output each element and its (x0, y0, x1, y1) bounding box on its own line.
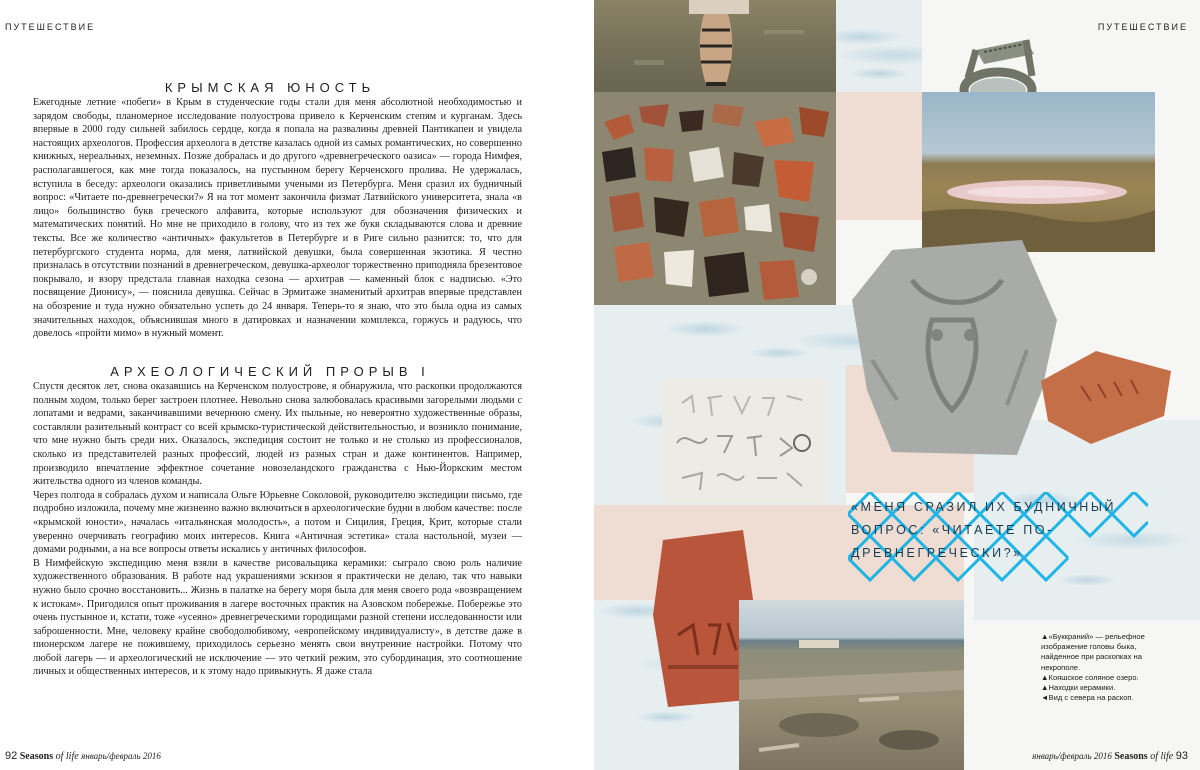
page-number: 93 (1175, 750, 1188, 762)
left-page (0, 0, 594, 770)
paragraph: Через полгода я собралась духом и написала Ольге Юрьевне Соколовой, руководителю экспедиции письмо, где подробно изложила, почему мне жизненно важно включиться в археологические будни в любом качестве: после «крымской юности», началась «итальянская молодость», а потом и Сицилия, Греция, Крит, которые стали уверенно очерчивать географию моих интересов. Книга «Античная эстетика» стала настольной, музеи — домами родными, а на все вопросы ответы искались у античных философов. (33, 489, 522, 556)
photo-sandals (594, 0, 836, 92)
photo-ceramic-fragments (594, 92, 836, 305)
caption-bucranium: ▲«Буккраний» — рельефное изображение головы быка, найденное при раскопках на некрополе. (1041, 632, 1145, 672)
issue-date: январь/февраль 2016 (1032, 751, 1112, 761)
page-number: 92 (5, 750, 18, 762)
photo-captions (1041, 632, 1156, 703)
photo-bucranium-relief (852, 240, 1064, 460)
caption-excavation: ◄Вид с севера на раскоп. (1041, 693, 1134, 703)
photo-inscribed-shard (1036, 346, 1176, 446)
article-section-2 (33, 380, 522, 679)
photo-salt-lake (922, 92, 1155, 252)
photo-inscription-drawing (662, 378, 828, 503)
background-tile (836, 92, 922, 220)
bucranium-illustration (852, 240, 1064, 460)
photo-excavation-site (739, 600, 964, 770)
pull-quote: «МЕНЯ СРАЗИЛ ИХ БУДНИЧНЫЙ ВОПРОС: «ЧИТАЕТЕ ПО-ДРЕВНЕГРЕЧЕСКИ?» (851, 500, 1117, 560)
marble-tile (836, 0, 922, 92)
fragments-illustration (594, 92, 836, 305)
caption-salt-lake: ▲Кояшское соляное озеро. (1041, 672, 1139, 682)
magazine-logo: Seasons of life (1114, 751, 1174, 762)
page-footer-left (5, 750, 161, 762)
section-tag: ПУТЕШЕСТВИЕ (5, 22, 96, 32)
paragraph: Ежегодные летние «побеги» в Крым в студенческие годы стали для меня абсолютной необходимостью и зарядом свободы, планомерное исследование полуострова привело к Керченским степям и курганам. Здесь впервые в 2000 году сильней забилось сердце, когда я попала на развалины древней Пантикапеи и увидела настоящих археологов. Профессия археолога в детстве казалась одной из самых романтических, но совершенно книжных, нереальных, неземных. Позже добралась и до другого «древнегреческого оазиса» — города Нимфея, располагавшегося, как мне тогда показалось, на пустынном берегу Керченского пролива. Не удержалась, вступила в беседу: археологи оказались приветливыми учеными из Петербурга. Меня сразил их будничный вопрос: «Читаете по-древнегречески?» Я на тот момент закончила физмат Латвийского университета, знала «в лицо» большинство букв греческого алфавита, которые используют для обозначения физических и математических понятий. Но мне не приходило в голову, что из тех же букв складываются слова и древние тексты. Все же количество «античных» факультетов в Петербурге и в Риге сильно разнится: то, что для петербургского студента норма, для меня, латвийской девушки, была совершенная экзотика. Я честно призналась в отсутствии познаний в древнегреческом, девушка-археолог торжественно приподняла брезентовое покрывало, и взору предстала главная находка сезона — архитрав — каменный блок с надписью. «Это посвящение Дионису», — пояснила девушка. Сейчас в Эрмитаже знаменитый архитрав впервые представлен на обозрение и туда нужно обязательно успеть до 24 января. Теперь-то я знаю, что это была одна из самых значительных находок, объяснившая много в датировках и назначении комплекса, горжусь и радуюсь, что довелось «пройти мимо» в нужный момент. (33, 97, 522, 340)
magazine-logo: Seasons of life (19, 751, 79, 762)
page-footer-right (1032, 750, 1188, 762)
caption-ceramics: ▲Находки керамики. (1041, 683, 1116, 693)
inscription-illustration (662, 378, 828, 503)
paragraph: Спустя десяток лет, снова оказавшись на Керченском полуострове, я обнаружила, что раскопки продолжаются полным ходом, только берег застроен плотнее. Невольно снова залюбовалась красивыми загорелыми людьми с лопатами и ведрами, заканчивавшими вечернюю смену. Их пыльные, но невероятно художественные образы, составляли разительный контраст со всей крымско-туристической действительностью, и возникло понимание, что мне нужно быть среди них. Оказалось, экспедиция состоит не только и не столько из профессионалов, сколько из представителей разных профессий, людей из разных стран и даже континентов. Например, производило впечатление эффектное сочетание новозеландского гражданства с Нью-Йоркским местом жительства одного из членов команды. (33, 381, 522, 488)
lake-illustration (922, 92, 1155, 252)
article-section-1 (33, 96, 522, 341)
section-tag: ПУТЕШЕСТВИЕ (1097, 22, 1188, 32)
sandals-illustration (594, 0, 836, 92)
shard-illustration (1036, 346, 1176, 446)
heading-crimean-youth: КРЫМСКАЯ ЮНОСТЬ (164, 80, 376, 95)
issue-date: январь/февраль 2016 (81, 751, 161, 761)
heading-archaeological-breakthrough: АРХЕОЛОГИЧЕСКИЙ ПРОРЫВ I (110, 364, 430, 379)
paragraph: В Нимфейскую экспедицию меня взяли в качестве рисовальщика керамики: сыграло свою роль наличие художественного образования. В работе над украшениями эскизов я практически не делаю, так что навыки нужно было срочно восстановить... Жизнь в палатке на берегу моря была для меня своего рода «возвращением к истокам». Пригодился опыт проживания в лагере восточных практик на Азовском побережье. Побережье это очень пустынное и, кстати, тоже «усеяно» древнегреческими городищами разной степени исследованности или заброшенности. Мне, человеку крайне свободолюбивому, «европейскому индивидуалисту», в детстве даже в пионерском лагере не пожившему, приходилось серьезно менять свои внутренние настройки. Потому что любой лагерь — и археологический не исключение — это четкий режим, это субординация, это соотношение личных и общественных интересов, и к этому надо привыкнуть. Я даже стала (33, 557, 522, 678)
excavation-illustration (739, 600, 964, 770)
